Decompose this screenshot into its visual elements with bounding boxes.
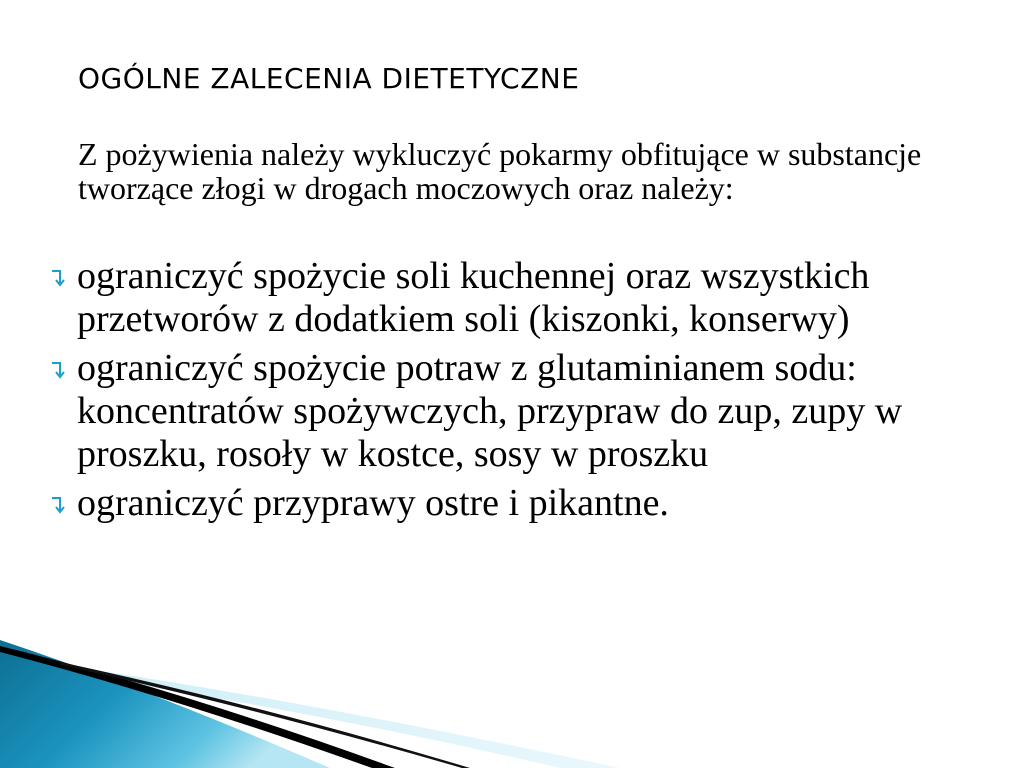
swoosh-teal-band <box>0 640 330 768</box>
list-item <box>0 347 1024 476</box>
swoosh-thin-line <box>60 662 470 768</box>
arrow-down-turn-icon <box>50 495 66 515</box>
list-item <box>0 255 1024 341</box>
list-item-text: ograniczyć spożycie potraw z glutaminianem sodu: koncentratów spożywczych, przypraw do zup, zupy w proszku, rosoły w kostce, sosy w proszku <box>77 347 903 475</box>
list-item <box>0 482 1024 525</box>
arrow-down-turn-icon <box>50 268 66 288</box>
bullet-list <box>0 255 1024 525</box>
slide-title: OGÓLNE ZALECENIA DIETETYCZNE <box>78 62 580 95</box>
swoosh-black-band <box>0 646 395 768</box>
arrow-down-turn-icon <box>50 360 66 380</box>
intro-paragraph: Z pożywienia należy wykluczyć pokarmy obfitujące w substancje tworzące złogi w drogach moczowych oraz należy: <box>78 136 922 206</box>
swoosh-pale-band <box>80 668 620 768</box>
list-item-text: ograniczyć spożycie soli kuchennej oraz wszystkich przetworów z dodatkiem soli (kiszonki, konserwy) <box>77 255 870 340</box>
list-item-text: ograniczyć przyprawy ostre i pikantne. <box>77 482 669 524</box>
